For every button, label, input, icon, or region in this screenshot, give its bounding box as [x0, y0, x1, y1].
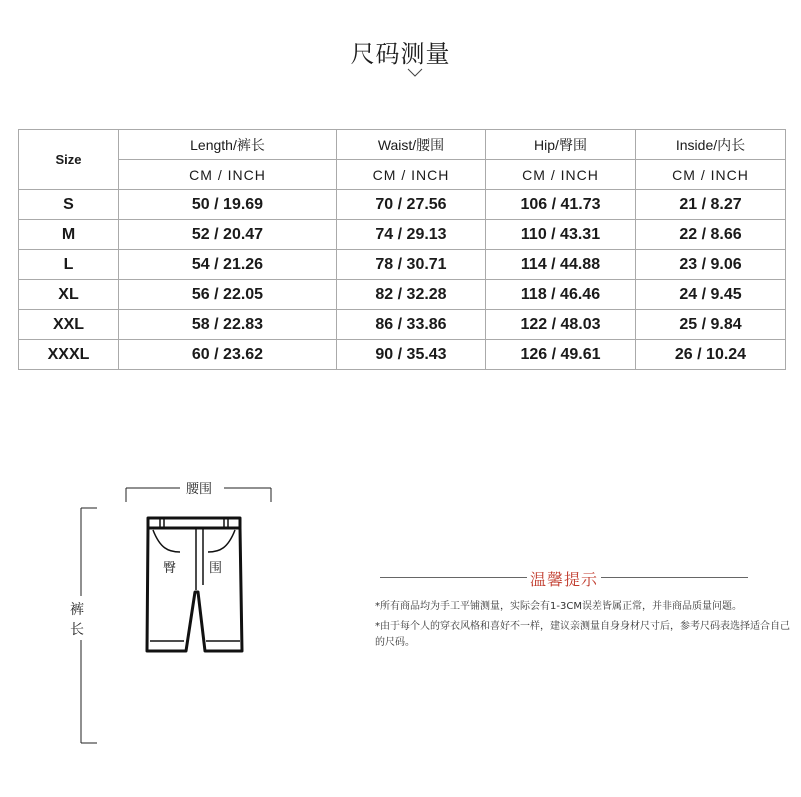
table-cell: 23 / 9.06	[636, 250, 786, 280]
table-cell: 90 / 35.43	[337, 340, 486, 370]
table-cell: 21 / 8.27	[636, 190, 786, 220]
table-cell: 56 / 22.05	[119, 280, 337, 310]
tip-note: *由于每个人的穿衣风格和喜好不一样，建议亲测量自身身材尺寸后，参考尺码表选择适合自己的尺码。	[375, 621, 790, 648]
table-cell: 58 / 22.83	[119, 310, 337, 340]
unit-header: CM / INCH	[337, 160, 486, 190]
column-header-waist: Waist/腰围	[337, 130, 486, 160]
column-header-inside: Inside/内长	[636, 130, 786, 160]
table-cell: 25 / 9.84	[636, 310, 786, 340]
table-cell: 50 / 19.69	[119, 190, 337, 220]
column-header-hip: Hip/臀围	[486, 130, 636, 160]
size-column-header: Size	[19, 130, 119, 190]
table-cell: 26 / 10.24	[636, 340, 786, 370]
table-cell: 126 / 49.61	[486, 340, 636, 370]
tips-title: 温馨提示	[527, 567, 601, 590]
table-cell: 60 / 23.62	[119, 340, 337, 370]
table-cell: 70 / 27.56	[337, 190, 486, 220]
tip-note: *所有商品均为手工平铺测量，实际会有1-3CM误差皆属正常，并非商品质量问题。	[375, 601, 742, 612]
table-cell: 86 / 33.86	[337, 310, 486, 340]
unit-header: CM / INCH	[636, 160, 786, 190]
length-label: 裤 长	[70, 602, 84, 638]
tips-notes	[375, 599, 795, 655]
size-cell: XXXL	[19, 340, 119, 370]
column-header-length: Length/裤长	[119, 130, 337, 160]
table-cell: 110 / 43.31	[486, 220, 636, 250]
table-cell: 74 / 29.13	[337, 220, 486, 250]
table-cell: 106 / 41.73	[486, 190, 636, 220]
size-cell: XXL	[19, 310, 119, 340]
hip-label: 臀	[163, 561, 177, 576]
table-cell: 82 / 32.28	[337, 280, 486, 310]
size-cell: S	[19, 190, 119, 220]
size-cell: XL	[19, 280, 119, 310]
table-cell: 118 / 46.46	[486, 280, 636, 310]
page-title: 尺码测量	[350, 40, 451, 68]
table-cell: 24 / 9.45	[636, 280, 786, 310]
table-cell: 114 / 44.88	[486, 250, 636, 280]
table-cell: 54 / 21.26	[119, 250, 337, 280]
hip-label: 围	[209, 561, 223, 576]
unit-header: CM / INCH	[486, 160, 636, 190]
table-cell: 122 / 48.03	[486, 310, 636, 340]
table-cell: 22 / 8.66	[636, 220, 786, 250]
table-cell: 52 / 20.47	[119, 220, 337, 250]
unit-header: CM / INCH	[119, 160, 337, 190]
size-cell: M	[19, 220, 119, 250]
size-cell: L	[19, 250, 119, 280]
table-cell: 78 / 30.71	[337, 250, 486, 280]
waist-label: 腰围	[184, 478, 214, 497]
